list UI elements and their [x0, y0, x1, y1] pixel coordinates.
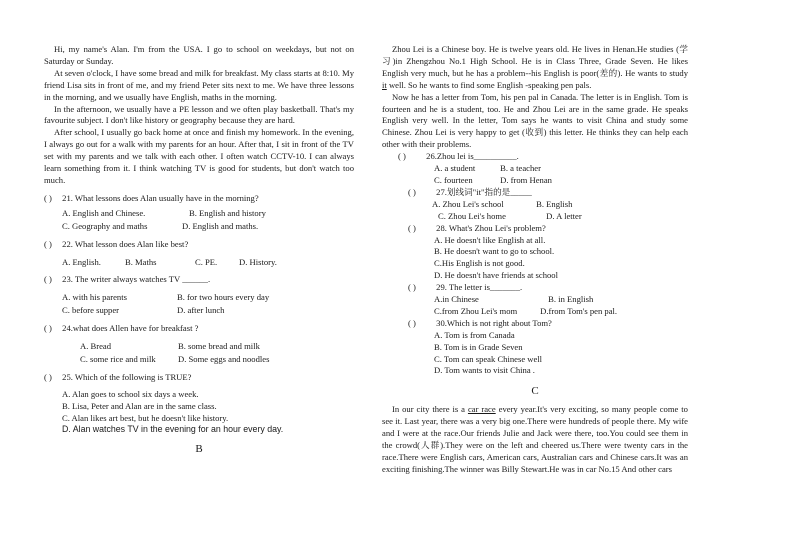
question-29 [382, 282, 688, 294]
option-d: D. He doesn't have friends at school [434, 270, 558, 281]
question-24 [44, 323, 354, 335]
question-text: 28. What's Zhou Lei's problem? [436, 222, 546, 233]
option-c: C. Geography and maths [62, 220, 148, 231]
option-c: C. Zhou Lei's home [438, 210, 506, 221]
option-a: A. English and Chinese. [62, 207, 146, 218]
answer-bracket[interactable]: ( ) [44, 238, 52, 249]
question-24-options-row-1 [44, 341, 354, 353]
option-d: D.from Tom's pen pal. [540, 305, 618, 316]
question-24-options-row-2 [44, 354, 354, 366]
question-text: 27.划线词"it"指的是_____ [436, 186, 532, 197]
passage-b-paragraph-2: Now he has a letter from Tom, his pen pal in Canada. The letter is in English. Tom is fourteen and he is a student, too. He and Zhou Lei are in the same grade. He speaks English very well. In the letter, Tom says he wants to visit China and study some Chinese. Zhou Lei is very happy to get (收到) this letter. He thinks they can help each other with their problems. [382, 91, 688, 150]
option-c: C. Tom can speak Chinese well [434, 353, 543, 364]
question-21 [44, 193, 354, 205]
answer-bracket[interactable]: ( ) [398, 151, 406, 162]
question-22-options [44, 257, 354, 269]
question-26-options-row-1 [382, 163, 688, 175]
question-30 [382, 318, 688, 330]
question-text: 30.Which is not right about Tom? [436, 317, 552, 328]
question-23-options-row-2 [44, 305, 354, 317]
option-b: B. English and history [189, 207, 266, 218]
option-d: D. Some eggs and noodles [178, 353, 270, 364]
question-26 [382, 151, 688, 163]
passage-b-paragraph-1: Zhou Lei is a Chinese boy. He is twelve years old. He lives in Henan.He studies (学习)in Zhengzhou No.1 High School. He is in Class Three, Grade Seven. He likes English very much, but he has a problem--his English is poor(差的). He wants to study it well. So he wants to find some English -speaking pen pals. [382, 44, 688, 90]
answer-bracket[interactable]: ( ) [408, 186, 416, 197]
answer-bracket[interactable]: ( ) [44, 371, 52, 382]
option-b: B. He doesn't want to go to school. [434, 246, 555, 257]
option-b: B. a teacher [500, 163, 541, 174]
underlined-car-race: car race [467, 404, 496, 415]
option-d: D. History. [239, 256, 277, 267]
option-d: D. A letter [546, 210, 582, 221]
question-30-options [382, 330, 688, 378]
passage-c-paragraph: In our city there is a car race every year.It's very exciting, so many people come to see it. Last year, there was a very big one.There were hundreds of people there. My wife and I were at the race.Our friends Julie and Jack were there, too.You could see them in the crowd(人群).They were on the left and cheered us.There were twenty cars in the race.There were English cars, American cars, Australian cars and Chinese cars.It was an exciting finishing.The winner was Billy Stewart.He was in car No.15 And other cars [382, 404, 688, 474]
option-a: A. Zhou Lei's school [432, 198, 504, 209]
option-b: B. Tom is in Grade Seven [434, 341, 523, 352]
option-a: A. a student [434, 163, 476, 174]
option-c: C. some rice and milk [80, 353, 156, 364]
option-b: B. some bread and milk [178, 341, 260, 352]
right-column [382, 44, 688, 476]
option-c: C.His English is not good. [434, 258, 525, 269]
question-23-options-row-1 [44, 292, 354, 304]
question-22 [44, 239, 354, 251]
question-text: 29. The letter is_______. [436, 282, 523, 293]
question-21-options-row-2 [44, 221, 354, 233]
question-21-options-row-1 [44, 208, 354, 220]
option-c: C.from Zhou Lei's mom [434, 305, 518, 316]
option-b: B. for two hours every day [177, 292, 270, 303]
question-28 [382, 223, 688, 235]
option-b: B. English [536, 198, 573, 209]
question-23 [44, 274, 354, 286]
question-27-options-row-2 [382, 211, 688, 223]
option-c: C. Alan likes art best, but he doesn't like history. [62, 412, 229, 423]
underlined-it: it [382, 79, 387, 90]
question-text: 22. What lesson does Alan like best? [62, 238, 189, 249]
option-a: A. with his parents [62, 292, 127, 303]
answer-bracket[interactable]: ( ) [408, 282, 416, 293]
question-25-options [44, 389, 354, 437]
left-column [44, 44, 354, 460]
question-text: 21. What lessons does Alan usually have in the morning? [62, 192, 259, 203]
question-text: 24.what does Allen have for breakfast ? [62, 323, 199, 334]
option-a: A. English. [62, 256, 101, 267]
question-26-options-row-2 [382, 175, 688, 187]
section-b-heading: B [195, 443, 203, 456]
answer-bracket[interactable]: ( ) [44, 274, 52, 285]
option-d: D. after lunch [177, 305, 225, 316]
option-a: A. He doesn't like English at all. [434, 234, 546, 245]
passage-a-paragraph-4: After school, I usually go back home at once and finish my homework. In the evening, I always go out for a walk with my parents for an hour. After that, I sit in front of the TV set with my parents and we talk with each other. I often watch CCTV-10. I can always learn something from it. I think watching TV is good for students, but don't watch too much. [44, 127, 354, 185]
question-29-options-row-2 [382, 306, 688, 318]
option-c: C. before supper [62, 305, 120, 316]
question-28-options [382, 235, 688, 283]
option-b: B. Maths [125, 256, 157, 267]
passage-a-paragraph-2: At seven o'clock, I have some bread and milk for breakfast. My class starts at 8:10. My friend Lisa sits in front of me, and my friend Peter sits next to me. We have three lessons in the morning, and we usually have English, maths in the morning. [44, 67, 354, 102]
option-a: A.in Chinese [434, 294, 479, 305]
option-d: D. Tom wants to visit China . [434, 365, 535, 376]
section-c-heading: C [531, 385, 539, 398]
question-27-options-row-1 [382, 199, 688, 211]
option-b: B. Lisa, Peter and Alan are in the same class. [62, 400, 217, 411]
question-text: 26.Zhou lei is__________. [426, 151, 519, 162]
answer-bracket[interactable]: ( ) [408, 222, 416, 233]
option-d: D. from Henan [500, 174, 552, 185]
option-a: A. Alan goes to school six days a week. [62, 388, 199, 399]
passage-a-paragraph-3: In the afternoon, we usually have a PE lesson and we often play basketball. That's my favourite subject. I don't like history or geography because they are hard. [44, 103, 354, 126]
option-a: A. Bread [80, 341, 112, 352]
option-d: D. Alan watches TV in the evening for an hour every day. [62, 424, 284, 435]
option-b: B. in English [548, 294, 594, 305]
option-d: D. English and maths. [182, 220, 259, 231]
answer-bracket[interactable]: ( ) [44, 192, 52, 203]
answer-bracket[interactable]: ( ) [408, 317, 416, 328]
question-27 [382, 187, 688, 199]
question-29-options-row-1 [382, 294, 688, 306]
question-text: 25. Which of the following is TRUE? [62, 371, 192, 382]
option-c: C. PE. [195, 256, 218, 267]
option-c: C. fourteen [434, 174, 473, 185]
question-25 [44, 372, 354, 384]
question-text: 23. The writer always watches TV ______. [62, 274, 211, 285]
option-a: A. Tom is from Canada [434, 329, 515, 340]
passage-a-paragraph-1: Hi, my name's Alan. I'm from the USA. I go to school on weekdays, but not on Saturday or Sunday. [44, 44, 354, 66]
answer-bracket[interactable]: ( ) [44, 323, 52, 334]
